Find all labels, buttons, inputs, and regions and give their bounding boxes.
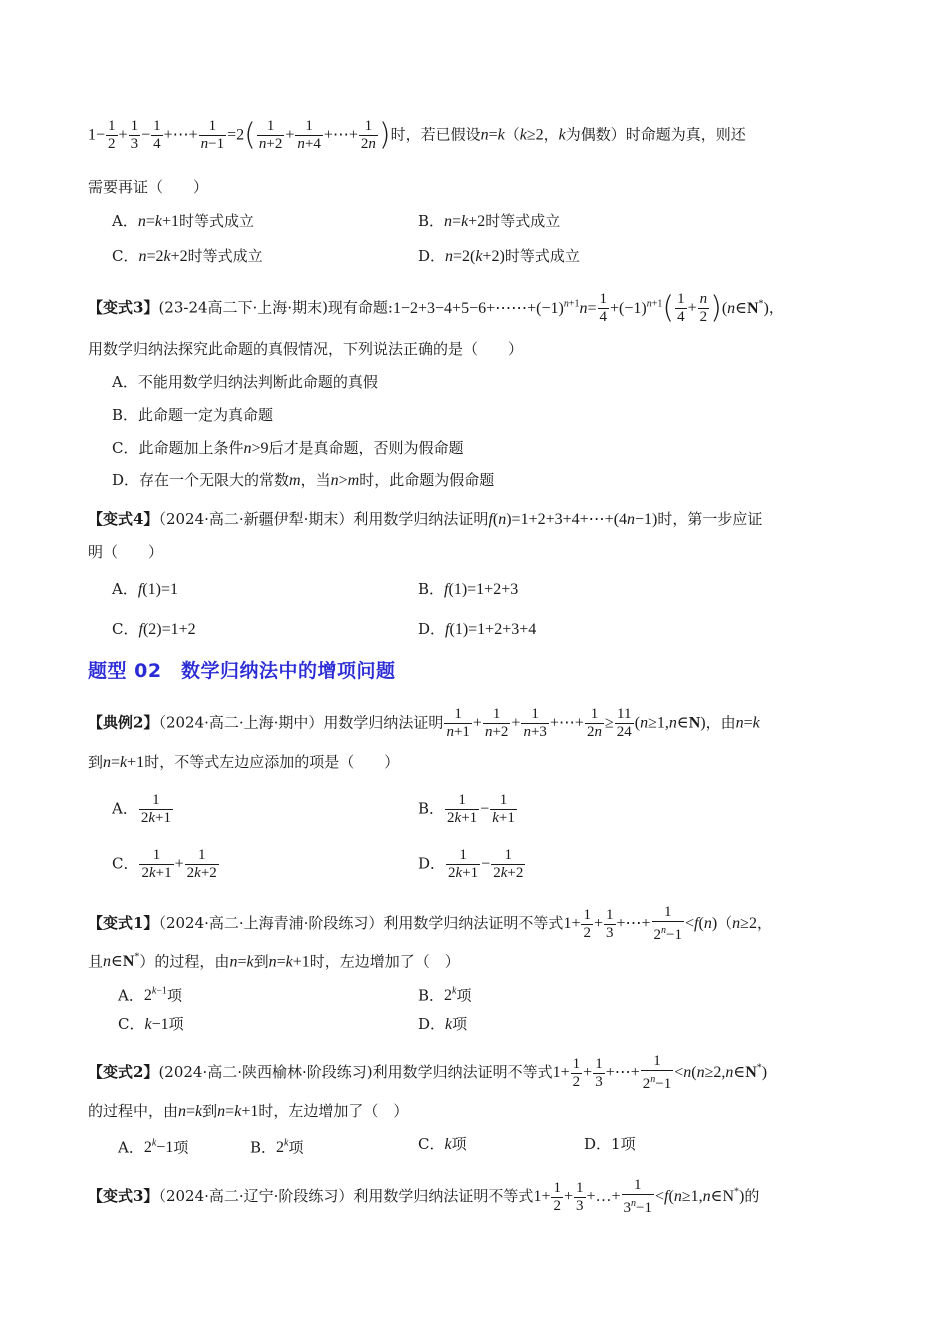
- v4-line1: 【变式4】（2024·高二·新疆伊犁·期末）利用数学归纳法证明f(n)=1+2+3+4+⋯+(4n−1)时，第一步应证: [88, 510, 763, 528]
- v1-tag: 【变式1】: [88, 914, 159, 932]
- v3-option-b: B．此命题一定为真命题: [112, 406, 274, 424]
- v2-option-c: C．k项: [418, 1135, 467, 1153]
- v1-line1: 【变式1】（2024·高二·上海青浦·阶段练习）利用数学归纳法证明不等式1+ $\frac{1}{2}$ + $\frac{1}{3}$ +⋯+ $\frac{1}{2^n-1}$ <f(n)（n≥2，: [88, 904, 772, 943]
- e2-option-d: D． $\frac{1}{2k+1}$ − $\frac{1}{2k+2}$: [418, 847, 524, 881]
- v4-option-b: B．f(1)=1+2+3: [418, 580, 519, 598]
- e2-option-a: A． $\frac{1}{2k+1}$: [112, 792, 171, 826]
- v3-tag: 【变式3】: [88, 298, 159, 317]
- v3b-source: （2024·高二·辽宁·阶段练习）: [158, 1187, 354, 1205]
- e2-source: （2024·高二·上海·期中）: [158, 713, 324, 732]
- v1-line2: 且n∈N*）的过程，由n=k到n=k+1时，左边增加了（ ）: [88, 952, 460, 971]
- v3-option-d: D．存在一个无限大的常数m，当n>m时，此命题为假命题: [112, 471, 495, 489]
- prev-option-a: A．n=k+1时等式成立: [112, 212, 255, 230]
- e2-option-b: B． $\frac{1}{2k+1}$ − $\frac{1}{k+1}$: [418, 792, 515, 826]
- v3b-line1: 【变式3】（2024·高二·辽宁·阶段练习）利用数学归纳法证明不等式1+ $\frac{1}{2}$ + $\frac{1}{3}$ +…+ $\frac{1}{3^n-1}$ <f(n≥1,n∈N*)的: [88, 1177, 760, 1216]
- prev-question-line2: 需要再证（ ）: [88, 178, 209, 196]
- v1-option-a: A．$2^{k-1}$项: [118, 986, 182, 1005]
- v2-line2: 的过程中，由n=k到n=k+1时，左边增加了（ ）: [88, 1102, 409, 1120]
- v1-option-b: B．2$^k$项: [418, 986, 472, 1005]
- v2-source: (2024·高二·陕西榆林·阶段练习): [158, 1063, 373, 1081]
- v2-option-a: A．$2^k-1$项: [118, 1138, 189, 1157]
- v3-line2: 用数学归纳法探究此命题的真假情况，下列说法正确的是（ ）: [88, 340, 524, 358]
- e2-line1: 【典例2】（2024·高二·上海·期中）用数学归纳法证明 $\frac{1}{n+1}$ + $\frac{1}{n+2}$ + $\frac{1}{n+3}$ +⋯+ $\frac{1}{2n}$ ≥ $\frac{11}{24}$ (n≥1,n∈N)，由n=k: [88, 706, 760, 740]
- v3-line1: 【变式3】(23-24高二下·上海·期末)现有命题$:1-2+3-4+5-6+\cdots\cdots+(-1)^{n+1}n=$ $\frac{1}{4}$ $+(-1)^{n+1}$( $\frac{1}{4}$ + $\frac{n}{2}$ )(n∈N*)，: [88, 290, 784, 326]
- prev-question-line1: 1− $\frac{1}{2}$ + $\frac{1}{3}$ − $\frac{1}{4}$ +⋯+ $\frac{1}{n-1}$ =2( $\frac{1}{n+2}$ + $\frac{1}{n+4}$ +⋯+ $\frac{1}{2n}$ )时，若已假设n=k（k≥2，k为偶数）时命题为真，则还: [88, 117, 746, 153]
- v2-option-b: B．2$^k$项: [250, 1138, 304, 1157]
- e2-line2: 到n=k+1时，不等式左边应添加的项是（ ）: [88, 753, 400, 771]
- v3-option-a: A．不能用数学归纳法判断此命题的真假: [112, 373, 378, 391]
- v3b-tag: 【变式3】: [88, 1187, 159, 1205]
- e2-option-c: C． $\frac{1}{2k+1}$ + $\frac{1}{2k+2}$: [112, 847, 217, 881]
- v4-option-d: D．f(1)=1+2+3+4: [418, 620, 537, 638]
- prev-option-c: C．n=2k+2时等式成立: [112, 247, 263, 265]
- prev-option-d: D．n=2(k+2)时等式成立: [418, 247, 580, 265]
- prev-option-b: B．n=k+2时等式成立: [418, 212, 561, 230]
- v3-option-c: C．此命题加上条件n>9后才是真命题，否则为假命题: [112, 439, 464, 457]
- v2-line1: 【变式2】(2024·高二·陕西榆林·阶段练习)利用数学归纳法证明不等式1+ $\frac{1}{2}$ + $\frac{1}{3}$ +⋯+ $\frac{1}{2^n-1}$ <n(n≥2,n∈N*): [88, 1053, 768, 1092]
- section-heading: 题型 02 数学归纳法中的增项问题: [88, 660, 396, 682]
- v4-line2: 明（ ）: [88, 543, 164, 561]
- v4-source: （2024·高二·新疆伊犁·期末）: [158, 510, 354, 528]
- v1-option-c: C．k−1项: [118, 1015, 184, 1033]
- v2-tag: 【变式2】: [88, 1063, 159, 1081]
- v3-source: (23-24高二下·上海·期末): [158, 298, 328, 317]
- v2-option-d: D．1项: [584, 1135, 636, 1153]
- v4-tag: 【变式4】: [88, 510, 159, 528]
- v1-option-d: D．k项: [418, 1015, 468, 1033]
- prev-tail: 时，若已假设: [390, 125, 481, 144]
- v1-source: （2024·高二·上海青浦·阶段练习）: [158, 914, 384, 932]
- e2-tag: 【典例2】: [88, 713, 159, 732]
- v4-option-a: A．f(1)=1: [112, 580, 178, 598]
- v4-option-c: C．f(2)=1+2: [112, 620, 196, 638]
